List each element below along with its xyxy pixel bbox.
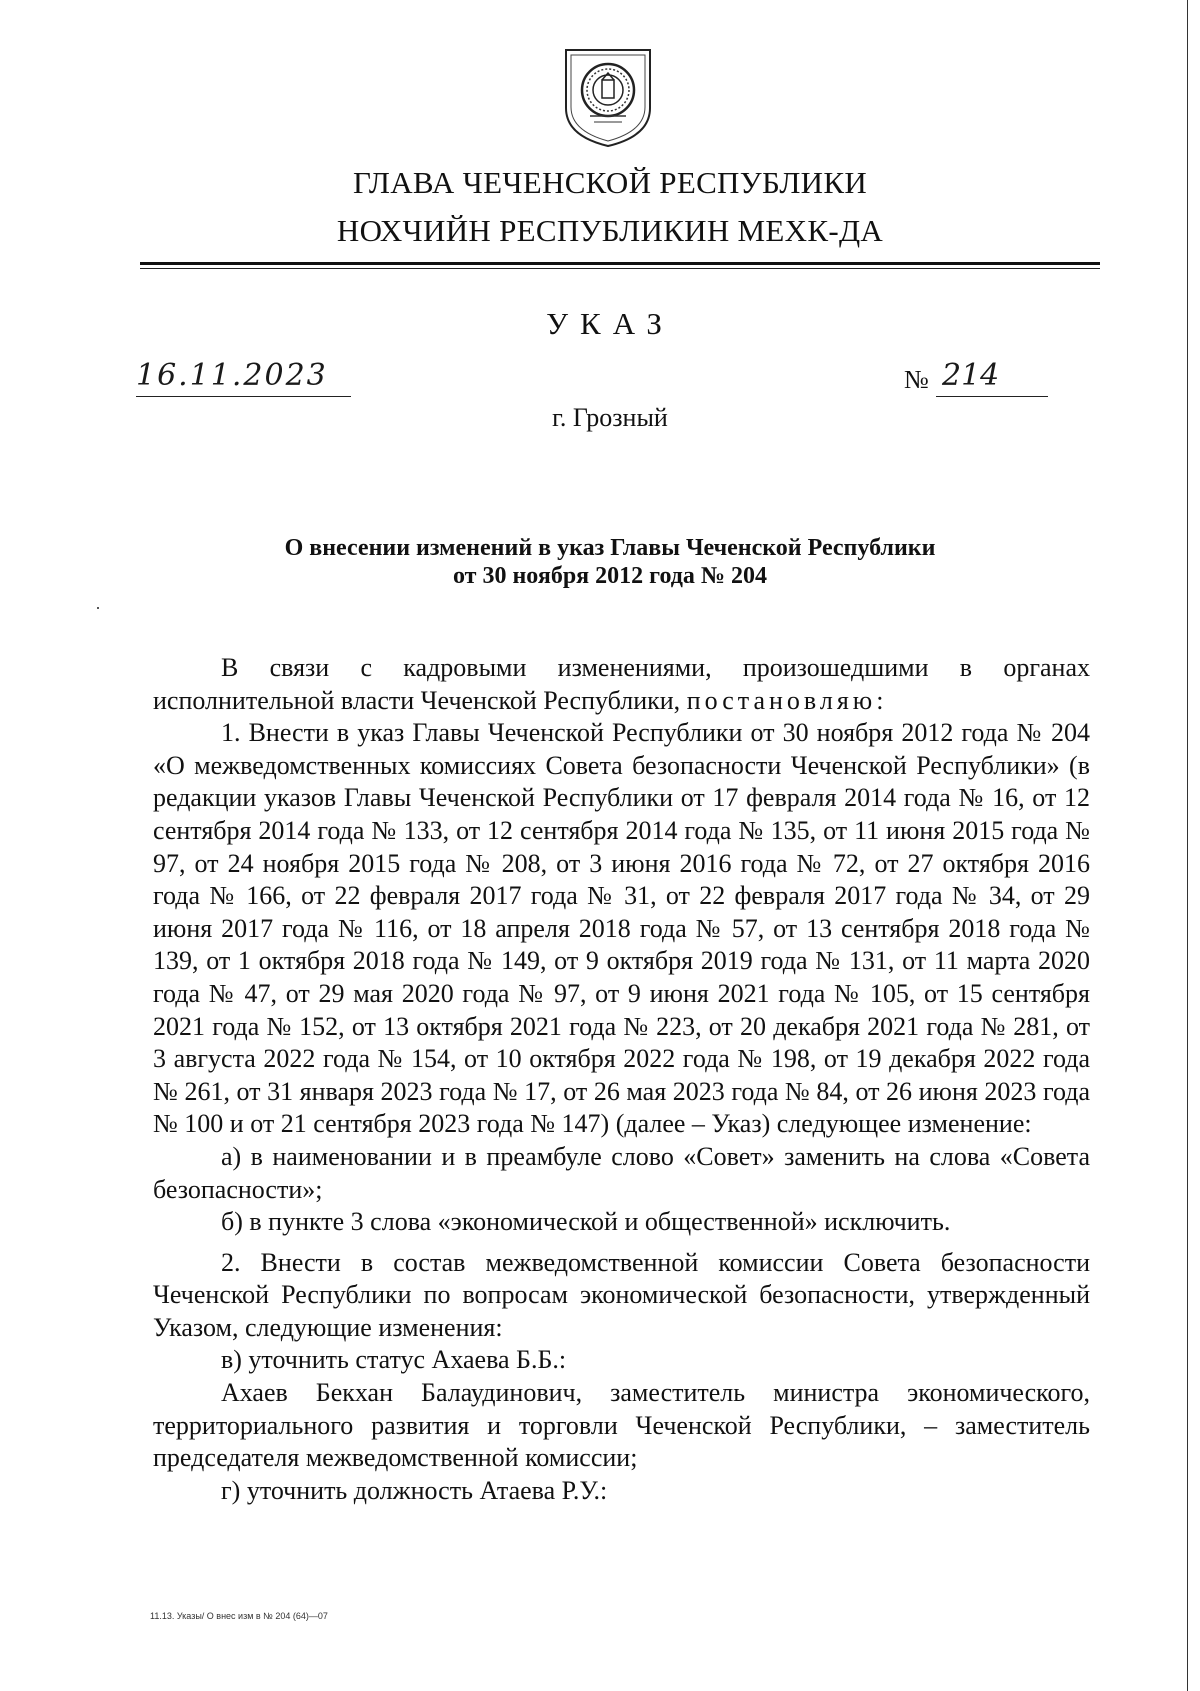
item-2-g: г) уточнить должность Атаева Р.У.:: [221, 1475, 608, 1505]
item-2-v-text: Ахаев Бекхан Балаудинович, заместитель министра экономического, территориального развития и торговли Чеченской Республики, – заместитель председателя межведомственной комиссии;: [153, 1378, 1090, 1473]
decree-subject: [0, 534, 1200, 590]
preamble: [153, 652, 1090, 717]
document-type: УКАЗ: [546, 306, 674, 341]
subject-line-1: О внесении изменений в указ Главы Чеченской Республики: [284, 535, 936, 561]
decree-city: г. Грозный: [552, 403, 668, 432]
decree-number: 214: [942, 358, 1000, 393]
footer-file-code: 11.13. Указы/ О внес изм в № 204 (64)—07: [150, 1611, 328, 1621]
resolve-word: постановляю:: [686, 685, 888, 715]
preamble-text: В связи с кадровыми изменениями, произошедшими в органах исполнительной власти Чеченской Республики,: [153, 653, 1090, 715]
item-2-v: в) уточнить статус Ахаева Б.Б.:: [221, 1345, 567, 1375]
item-1: 1. Внести в указ Главы Чеченской Республики от 30 ноября 2012 года № 204 «О межведомственных комиссиях Совета безопасности Чеченской Республики» (в редакции указов Главы Чеченской Республики от 17 февраля 2014 года № 16, от 12 сентября 2014 года № 133, от 12 сентября 2014 года № 135, от 11 июня 2015 года № 97, от 24 ноября 2015 года № 208, от 3 июня 2016 года № 72, от 27 октября 2016 года № 166, от 22 февраля 2017 года № 31, от 22 февраля 2017 года № 34, от 29 июня 2017 года № 116, от 18 апреля 2018 года № 57, от 13 сентября 2018 года № 139, от 1 октября 2018 года № 149, от 9 октября 2019 года № 131, от 11 марта 2020 года № 47, от 29 мая 2020 года № 97, от 9 июня 2021 года № 105, от 15 сентября 2021 года № 152, от 13 октября 2021 года № 223, от 20 декабря 2021 года № 281, от 3 августа 2022 года № 154, от 10 октября 2022 года № 198, от 19 декабря 2022 года № 261, от 31 января 2023 года № 17, от 26 мая 2023 года № 84, от 26 июня 2023 года № 100 и от 21 сентября 2023 года № 147) (далее – Указ) следующее изменение:: [153, 718, 1090, 1139]
coat-of-arms-icon: [560, 46, 656, 150]
item-2: 2. Внести в состав межведомственной комиссии Совета безопасности Чеченской Республики по вопросам экономической безопасности, утвержденный Указом, следующие изменения:: [153, 1247, 1090, 1342]
subject-line-2: от 30 ноября 2012 года № 204: [452, 563, 768, 589]
decree-date: 16.11.2023: [136, 358, 328, 393]
date-underline: [136, 396, 351, 397]
scan-speck: [97, 607, 99, 609]
decree-body: [153, 652, 1090, 1507]
header-rule-thick: [140, 262, 1100, 265]
issuer-title-chechen: НОХЧИЙН РЕСПУБЛИКИН МЕХК-ДА: [336, 213, 884, 248]
item-1-b: б) в пункте 3 слова «экономической и общественной» исключить.: [221, 1207, 951, 1237]
header-rule-thin: [140, 268, 1100, 269]
number-underline: [936, 396, 1048, 397]
number-label: №: [904, 365, 929, 394]
issuer-title-russian: ГЛАВА ЧЕЧЕНСКОЙ РЕСПУБЛИКИ: [352, 165, 868, 200]
item-1-a: а) в наименовании и в преамбуле слово «Совет» заменить на слова «Совета безопасности»;: [153, 1141, 1090, 1204]
scan-edge-line: [1187, 0, 1188, 1691]
